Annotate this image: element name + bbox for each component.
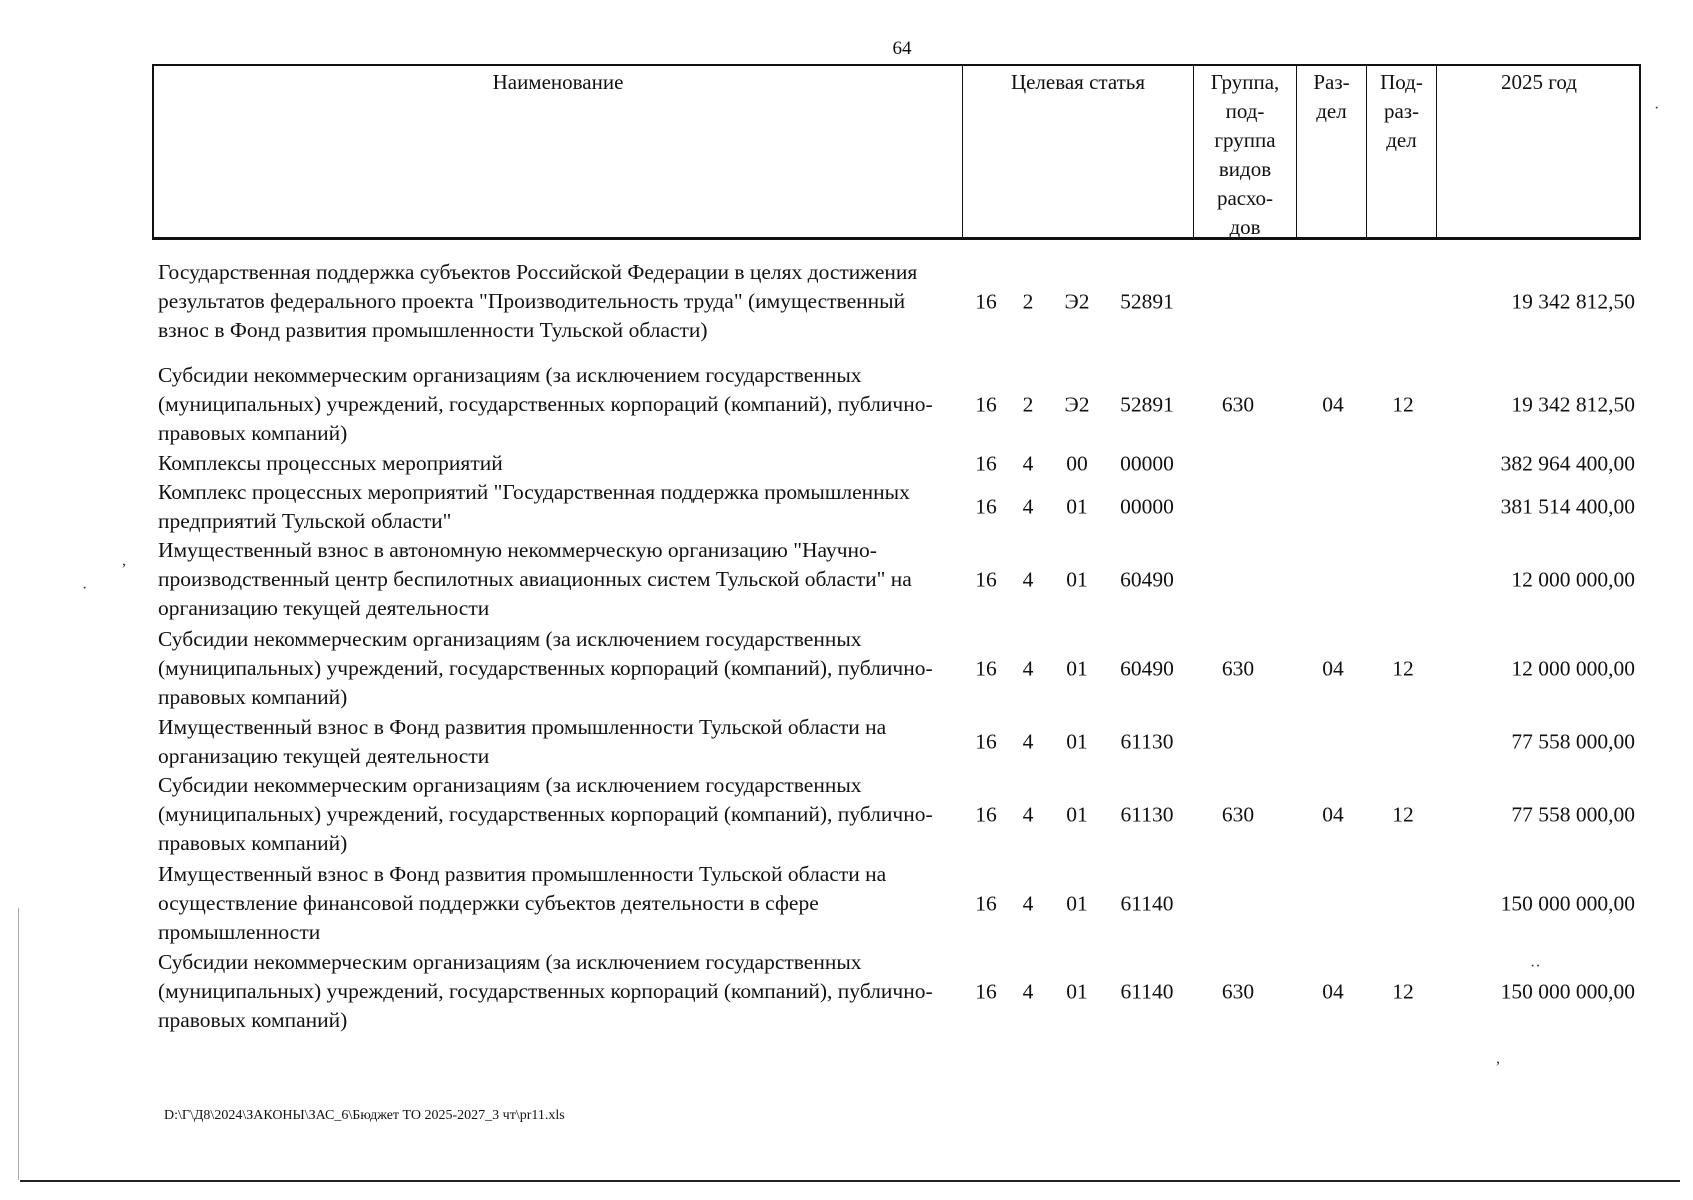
row-amount: 150 000 000,00 (1500, 891, 1635, 915)
scan-mark: ·· (1530, 958, 1541, 975)
row-amount: 19 342 812,50 (1511, 392, 1635, 416)
row-code-item: Э2 (1064, 289, 1090, 313)
row-subsection: 12 (1392, 392, 1414, 416)
row-code-item: Э2 (1064, 392, 1090, 416)
row-expense-group: 630 (1221, 802, 1255, 826)
row-code-program: 16 (975, 891, 997, 915)
row-code-direction: 52891 (1120, 392, 1174, 416)
row-code-program: 16 (975, 656, 997, 680)
row-amount: 381 514 400,00 (1500, 494, 1635, 519)
row-amount: 12 000 000,00 (1511, 567, 1635, 591)
row-code-direction: 00000 (1120, 494, 1174, 519)
row-code-direction: 60490 (1120, 656, 1174, 680)
table-row (158, 361, 1641, 448)
row-code-type: 4 (1022, 891, 1034, 915)
row-code-item: 01 (1066, 729, 1088, 754)
header-target-article: Целевая статья (963, 66, 1194, 237)
table-header (152, 64, 1641, 240)
row-code-program: 16 (975, 392, 997, 416)
row-code-item: 01 (1066, 567, 1088, 591)
scan-mark: , (122, 552, 126, 569)
table-row (158, 625, 1641, 712)
row-amount: 19 342 812,50 (1511, 289, 1635, 313)
scan-mark: , (1496, 1050, 1500, 1067)
table-row (158, 536, 1641, 623)
row-code-program: 16 (975, 802, 997, 826)
row-name: Имущественный взнос в Фонд развития промышленности Тульской области на организацию текущей деятельности (158, 715, 887, 768)
row-code-type: 4 (1022, 451, 1034, 475)
row-amount: 77 558 000,00 (1511, 729, 1635, 754)
row-name: Имущественный взнос в автономную некоммерческую организацию "Научно-производственный центр беспилотных авиационных систем Тульской области" на организацию текущей деятельности (158, 538, 912, 620)
row-subsection: 12 (1392, 979, 1414, 1003)
row-code-program: 16 (975, 979, 997, 1003)
row-section: 04 (1322, 802, 1344, 826)
row-code-type: 4 (1022, 729, 1034, 754)
row-subsection: 12 (1392, 656, 1414, 680)
row-code-item: 01 (1066, 802, 1088, 826)
row-name: Субсидии некоммерческим организациям (за исключением государственных (муниципальных) учреждений, государственных корпораций (компаний), публично-правовых компаний) (158, 363, 933, 445)
table-row (158, 860, 1641, 947)
row-code-direction: 61130 (1120, 802, 1174, 826)
scan-mark: · (82, 580, 88, 597)
row-section: 04 (1322, 392, 1344, 416)
row-name: Субсидии некоммерческим организациям (за исключением государственных (муниципальных) учреждений, государственных корпораций (компаний), публично-правовых компаний) (158, 773, 933, 855)
row-code-program: 16 (975, 567, 997, 591)
row-section: 04 (1322, 656, 1344, 680)
row-amount: 150 000 000,00 (1500, 979, 1635, 1003)
row-code-type: 4 (1022, 567, 1034, 591)
row-expense-group: 630 (1221, 656, 1255, 680)
row-code-item: 01 (1066, 656, 1088, 680)
row-name: Имущественный взнос в Фонд развития промышленности Тульской области на осуществление финансовой поддержки субъектов деятельности в сфере промышленности (158, 862, 887, 944)
margin-line (18, 908, 19, 1180)
row-code-program: 16 (975, 451, 997, 475)
header-name: Наименование (154, 66, 963, 237)
row-code-direction: 61140 (1120, 979, 1174, 1003)
table-row (158, 258, 1641, 345)
row-amount: 77 558 000,00 (1511, 802, 1635, 826)
row-amount: 12 000 000,00 (1511, 656, 1635, 680)
row-amount: 382 964 400,00 (1500, 451, 1635, 475)
row-code-type: 2 (1022, 289, 1034, 313)
row-code-item: 01 (1066, 494, 1088, 519)
table-row (158, 948, 1641, 1035)
row-code-type: 4 (1022, 494, 1034, 519)
row-expense-group: 630 (1221, 979, 1255, 1003)
footer-file-path: D:\Г\Д8\2024\ЗАКОНЫ\ЗАС_6\Бюджет ТО 2025-2027_3 чт\pr11.xls (164, 1108, 565, 1123)
row-code-direction: 61140 (1120, 891, 1174, 915)
table-row (158, 713, 1641, 771)
header-expense-group: Группа, под- группа видов расхо- дов (1194, 66, 1297, 237)
row-name: Комплексы процессных мероприятий (158, 451, 503, 475)
row-code-program: 16 (975, 289, 997, 313)
row-expense-group: 630 (1221, 392, 1255, 416)
row-subsection: 12 (1392, 802, 1414, 826)
row-code-item: 01 (1066, 891, 1088, 915)
row-code-item: 01 (1066, 979, 1088, 1003)
row-name: Субсидии некоммерческим организациям (за исключением государственных (муниципальных) учреждений, государственных корпораций (компаний), публично-правовых компаний) (158, 950, 933, 1032)
table-row (158, 449, 1641, 478)
header-year: 2025 год (1501, 70, 1577, 94)
header-section: Раз- дел (1297, 66, 1367, 237)
header-subsection: Под- раз- дел (1367, 66, 1437, 237)
row-name: Комплекс процессных мероприятий "Государственная поддержка промышленных предприятий Тульской области" (158, 480, 910, 533)
row-code-direction: 61130 (1120, 729, 1174, 754)
row-code-direction: 00000 (1120, 451, 1174, 475)
row-code-direction: 60490 (1120, 567, 1174, 591)
page-number: 64 (892, 38, 912, 59)
row-code-type: 4 (1022, 656, 1034, 680)
table-row (158, 478, 1641, 536)
row-name: Субсидии некоммерческим организациям (за исключением государственных (муниципальных) учреждений, государственных корпораций (компаний), публично-правовых компаний) (158, 627, 933, 709)
row-code-item: 00 (1066, 451, 1088, 475)
row-section: 04 (1322, 979, 1344, 1003)
row-code-program: 16 (975, 494, 997, 519)
row-code-type: 4 (1022, 802, 1034, 826)
row-code-type: 4 (1022, 979, 1034, 1003)
scan-mark: · (1654, 100, 1660, 117)
row-code-direction: 52891 (1120, 289, 1174, 313)
row-name: Государственная поддержка субъектов Российской Федерации в целях достижения результатов федерального проекта "Производительность труда" (имущественный взнос в Фонд развития промышленности Тульской области) (158, 260, 918, 342)
table-row (158, 771, 1641, 858)
footer-divider (20, 1180, 1680, 1182)
row-code-program: 16 (975, 729, 997, 754)
row-code-type: 2 (1022, 392, 1034, 416)
